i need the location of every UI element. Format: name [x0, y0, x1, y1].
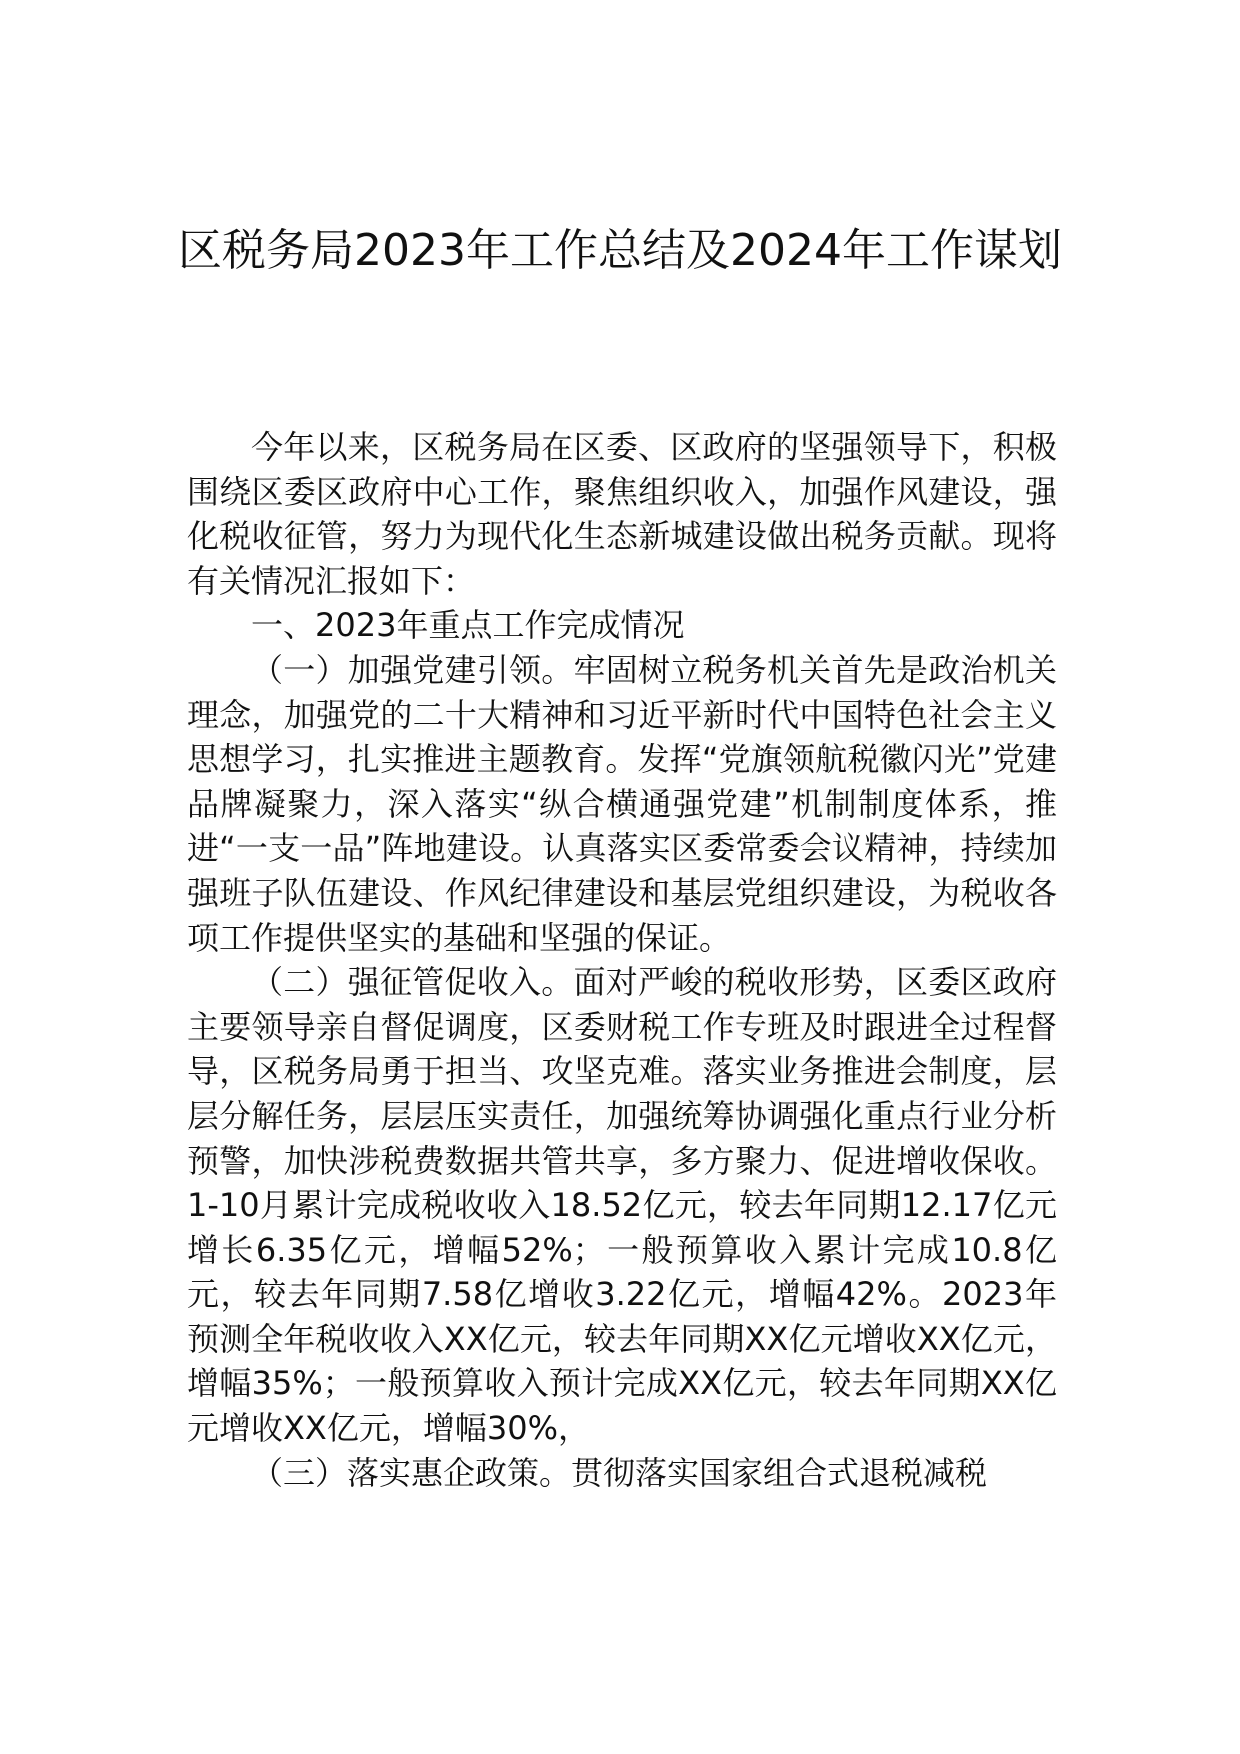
- revenue-paragraph: （二）强征管促收入。面对严峻的税收形势，区委区政府主要领导亲自督促调度，区委财税工作专班及时跟进全过程督导，区税务局勇于担当、攻坚克难。落实业务推进会制度，层层分解任务，层层压实责任，加强统筹协调强化重点行业分析预警，加快涉税费数据共管共享，多方聚力、促进增收保收。1-10月累计完成税收收入18.52亿元，较去年同期12.17亿元增长6.35亿元，增幅52%；一般预算收入累计完成10.8亿元，较去年同期7.58亿增收3.22亿元，增幅42%。2023年预测全年税收收入XX亿元，较去年同期XX亿元增收XX亿元，增幅35%；一般预算收入预计完成XX亿元，较去年同期XX亿元增收XX亿元，增幅30%，: [187, 963, 1057, 1448]
- party-building-paragraph: （一）加强党建引领。牢固树立税务机关首先是政治机关理念，加强党的二十大精神和习近平新时代中国特色社会主义思想学习，扎实推进主题教育。发挥“党旗领航税徽闪光”党建品牌凝聚力，深入落实“纵合横通强党建”机制制度体系，推进“一支一品”阵地建设。认真落实区委常委会议精神，持续加强班子队伍建设、作风纪律建设和基层党组织建设，为税收各项工作提供坚实的基础和坚强的保证。: [187, 650, 1057, 957]
- section-heading: 一、2023年重点工作完成情况: [251, 606, 685, 645]
- policy-paragraph: （三）落实惠企政策。贯彻落实国家组合式退税减税: [251, 1453, 988, 1492]
- document-body: [187, 425, 1057, 1495]
- document-title: 区税务局2023年工作总结及2024年工作谋划: [178, 225, 1062, 276]
- intro-paragraph: 今年以来，区税务局在区委、区政府的坚强领导下，积极围绕区委区政府中心工作，聚焦组织收入，加强作风建设，强化税收征管，努力为现代化生态新城建设做出税务贡献。现将有关情况汇报如下：: [187, 428, 1057, 600]
